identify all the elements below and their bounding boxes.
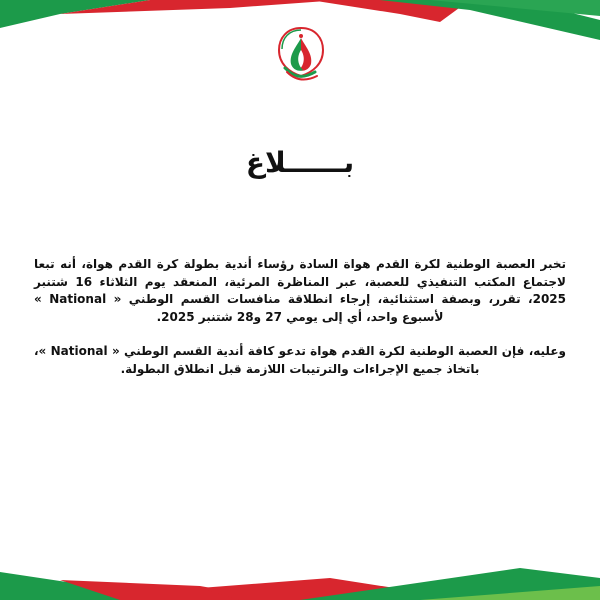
announcement-paragraph: وعليه، فإن العصبة الوطنية لكرة القدم هواة تدعو كافة أندية القسم الوطني « National »، باتخاذ جميع الإجراءات والترتيبات اللازمة قبل انطلاق البطولة. bbox=[34, 344, 566, 376]
page-title: بــــــلاغ bbox=[245, 146, 355, 179]
bottom-decoration bbox=[0, 558, 600, 600]
league-emblem-icon bbox=[271, 24, 331, 90]
announcement-paragraph: تخبر العصبة الوطنية لكرة القدم هواة السادة رؤساء أندية بطولة كرة القدم هواة، أنه تبعا لاجتماع المكتب التنفيذي للعصبة، عبر المناظرة المرئية، المنعقد يوم الثلاثاء 16 شتنبر 2025، تقرر، وبصفة استثنائية، إرجاء انطلاقة منافسات القسم الوطني « National » لأسبوع واحد، أي إلى يومي 27 و28 شتنبر 2025. bbox=[34, 257, 566, 324]
